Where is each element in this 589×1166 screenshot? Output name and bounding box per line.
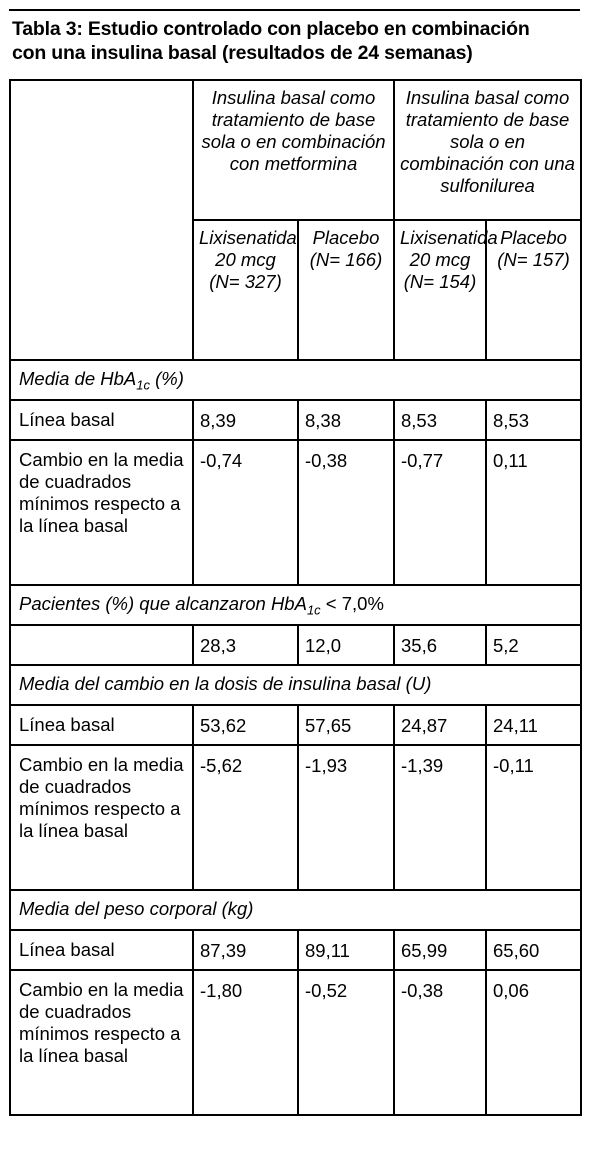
table-cell: 35,6 [394, 625, 486, 665]
table-cell: 5,2 [486, 625, 581, 665]
table-cell: -1,80 [193, 970, 298, 1115]
row-label: Línea basal [10, 930, 193, 970]
table-cell: 8,39 [193, 400, 298, 440]
section-title-insulin: Media del cambio en la dosis de insulina basal (U) [10, 665, 581, 705]
row-label [10, 625, 193, 665]
column-header: Placebo (N= 166) [298, 220, 394, 360]
table-row [10, 970, 581, 1115]
table-cell: 8,53 [394, 400, 486, 440]
table-row [10, 745, 581, 890]
table-title [12, 17, 582, 65]
table-cell: 8,53 [486, 400, 581, 440]
section-title-hba1c [10, 360, 581, 400]
table-cell: 65,99 [394, 930, 486, 970]
table-cell: 89,11 [298, 930, 394, 970]
header-group-metformina: Insulina basal como tratamiento de base sola o en combinación con metformina [193, 80, 394, 220]
table-cell: -5,62 [193, 745, 298, 890]
header-group-row [10, 80, 581, 220]
section-title-weight: Media del peso corporal (kg) [10, 890, 581, 930]
table-row [10, 440, 581, 585]
section-row [10, 890, 581, 930]
table-cell: 24,87 [394, 705, 486, 745]
table-cell: 87,39 [193, 930, 298, 970]
table-row [10, 930, 581, 970]
section-row [10, 665, 581, 705]
table-cell: -0,77 [394, 440, 486, 585]
column-header: Lixisenatida 20 mcg (N= 154) [394, 220, 486, 360]
table-cell: 28,3 [193, 625, 298, 665]
table-cell: 65,60 [486, 930, 581, 970]
column-header: Placebo (N= 157) [486, 220, 581, 360]
row-label: Línea basal [10, 400, 193, 440]
row-label: Cambio en la media de cuadrados mínimos respecto a la línea basal [10, 440, 193, 585]
header-group-sulfonilurea: Insulina basal como tratamiento de base sola o en combinación con una sulfonilurea [394, 80, 581, 220]
subscript-text: 1c [136, 377, 150, 393]
table-title-line2: con una insulina basal (resultados de 24 semanas) [12, 42, 473, 64]
table-cell: -0,38 [394, 970, 486, 1115]
table-cell: 8,38 [298, 400, 394, 440]
top-rule [9, 9, 580, 11]
subscript-text: 1c [306, 602, 321, 618]
table-cell: 12,0 [298, 625, 394, 665]
table-cell: -0,11 [486, 745, 581, 890]
table-cell: 0,11 [486, 440, 581, 585]
table-row [10, 400, 581, 440]
table-cell: -1,93 [298, 745, 394, 890]
section-title-text: Media de HbA [19, 368, 137, 389]
section-title-text: < 7,0% [320, 593, 384, 614]
table-cell: 57,65 [298, 705, 394, 745]
section-row [10, 585, 581, 625]
table-cell: -1,39 [394, 745, 486, 890]
section-title-text: Pacientes (%) que alcanzaron HbA [19, 593, 307, 614]
section-title-text: (%) [149, 368, 184, 389]
table-cell: -0,38 [298, 440, 394, 585]
row-label: Cambio en la media de cuadrados mínimos respecto a la línea basal [10, 970, 193, 1115]
row-label: Línea basal [10, 705, 193, 745]
table-cell: -0,52 [298, 970, 394, 1115]
column-header: Lixisenatida 20 mcg (N= 327) [193, 220, 298, 360]
table-cell: -0,74 [193, 440, 298, 585]
table-cell: 0,06 [486, 970, 581, 1115]
results-table [9, 79, 582, 1116]
table-cell: 53,62 [193, 705, 298, 745]
table-row [10, 705, 581, 745]
section-title-patients [10, 585, 581, 625]
section-row [10, 360, 581, 400]
row-label: Cambio en la media de cuadrados mínimos respecto a la línea basal [10, 745, 193, 890]
table-cell: 24,11 [486, 705, 581, 745]
header-corner-cell [10, 80, 193, 360]
table-title-line1: Tabla 3: Estudio controlado con placebo en combinación [12, 18, 530, 40]
table-row [10, 625, 581, 665]
